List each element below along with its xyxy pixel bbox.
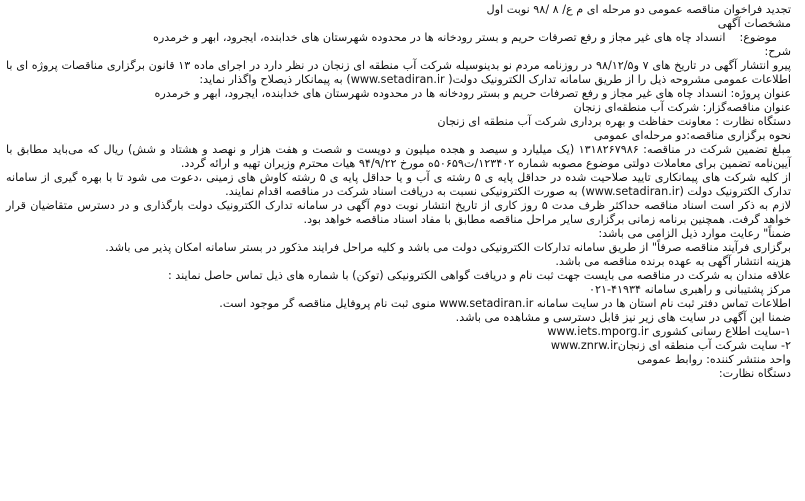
sites-heading: ضمنا این آگهی در سایت های زیر نیز قابل دسترسی و مشاهده می باشد. <box>455 311 791 324</box>
site-link-2: ۲- سایت شرکت آب منطقه ای زنجانwww.znrw.ir <box>550 339 791 352</box>
publisher: واحد منتشر کننده: روابط عمومی <box>637 353 791 366</box>
subject-row <box>6 31 791 45</box>
description-text: پیرو انتشار آگهی در تاریخ های ۷ و۹۸/۱۲/۵ در روزنامه مردم نو بدینوسیله شرکت آب منطقه ای زنجان در نظر دارد در اجرای ماده ۱۳ قانون برگزاری مناقصات پروژه ای با اطلاعات عمومی مشروحه ذیل را از طریق سامانه تدارک الکترونیک دولت( www.setadiran.ir) به پیمانکار ذیصلاح واگذار نماید: <box>6 59 791 86</box>
required-item-1: برگزاری فرآیند مناقصه صرفاً" از طریق سامانه تدارکات الکترونیکی دولت می باشد و کلیه مراحل فرایند مذکور در بستر سامانه امکان پذیر می باشد. <box>105 241 791 254</box>
eligibility-paragraph: از کلیه شرکت های پیمانکاری تایید صلاحیت شده در حداقل پایه ی ۵ رشته ی آب و یا حداقل پایه ی ۵ رشته کاوش های زمینی ،دعوت می شود تا با بهره گیری از سامانه تدارک الکترونیک دولت (www.setadiran.ir) به صورت الکترونیکی نسبت به دریافت اسناد شرکت در مناقصه اقدام نمایند. <box>6 171 792 198</box>
subject-value: انسداد چاه های غیر مجاز و رفع تصرفات حریم و بستر رودخانه ها در محدوده شهرستان های خدابنده، ایجرود، ابهر و خرمدره <box>152 31 726 44</box>
supervisor: دستگاه نظارت : معاونت حفاظت و بهره برداری شرکت آب منطقه ای زنجان <box>437 115 791 128</box>
site-link-1: ۱-سایت اطلاع رسانی کشوری www.iets.mporg.ir <box>547 325 791 338</box>
contact-info: اطلاعات تماس دفتر ثبت نام استان ها در سایت سامانه www.setadiran.ir منوی ثبت نام پروفایل مناقصه گر موجود است. <box>219 297 791 310</box>
project-title: عنوان پروژه: انسداد چاه های غیر مجاز و رفع تصرفات حریم و بستر رودخانه ها در محدوده شهرستان های خدابنده، ایجرود، ابهر و خرمدره <box>154 87 791 100</box>
notice-title: تجدید فراخوان مناقصه عمومی دو مرحله ای م ع/ ۸ /۹۸ نوبت اول <box>486 3 791 16</box>
support-center: مرکز پشتیبانی و راهبری سامانه ۴۱۹۳۴-۰۲۱ <box>588 283 791 296</box>
footer-cut-line: دستگاه نظارت: <box>718 367 791 380</box>
required-item-3: علاقه مندان به شرکت در مناقصه می بایست جهت ثبت نام و دریافت گواهی الکترونیکی (توکن) با شماره های ذیل تماس حاصل نمایند : <box>167 269 791 282</box>
description-label: شرح: <box>764 45 791 58</box>
subject-label: موضوع: <box>739 31 777 44</box>
required-heading: ضمناً" رعایت موارد ذیل الزامی می باشد: <box>598 227 791 240</box>
deadline-paragraph: لازم به ذکر است اسناد مناقصه حداکثر ظرف مدت ۵ روز کاری از تاریخ انتشار نوبت دوم آگهی در سامانه تدارک الکترونیک دولت بارگذاری و در دسترس متقاضیان قرار خواهد گرفت. همچنین برنامه زمانی برگزاری سایر مراحل مناقصه مطابق با مفاد اسناد مناقصه خواهد بود. <box>6 199 791 226</box>
tender-organizer: عنوان مناقصه‌گزار: شرکت آب منطقه‌ای زنجان <box>573 101 791 114</box>
guarantee-amount: مبلغ تضمین شرکت در مناقصه: ۱۳۱۸۲۶۷۹۸۶ (یک میلیارد و سیصد و هجده میلیون و دویست و شصت و هفت هزار و نهصد و هشتاد و شش) ریال که می‌باید مطابق با آیین‌نامه تضمین برای معاملات دولتی موضوع مصوبه شماره ۱۲۳۴۰۲/ت۵۰۶۵۹ه مورخ ۹۴/۹/۲۲ هیات محترم وزیران تهیه و ارائه گردد. <box>6 143 792 170</box>
required-item-2: هزینه انتشار آگهی به عهده برنده مناقصه می باشد. <box>555 255 791 268</box>
specs-heading: مشخصات آگهی <box>717 17 791 30</box>
holding-method: نحوه برگزاری مناقصه:دو مرحله‌ای عمومی <box>593 129 791 142</box>
